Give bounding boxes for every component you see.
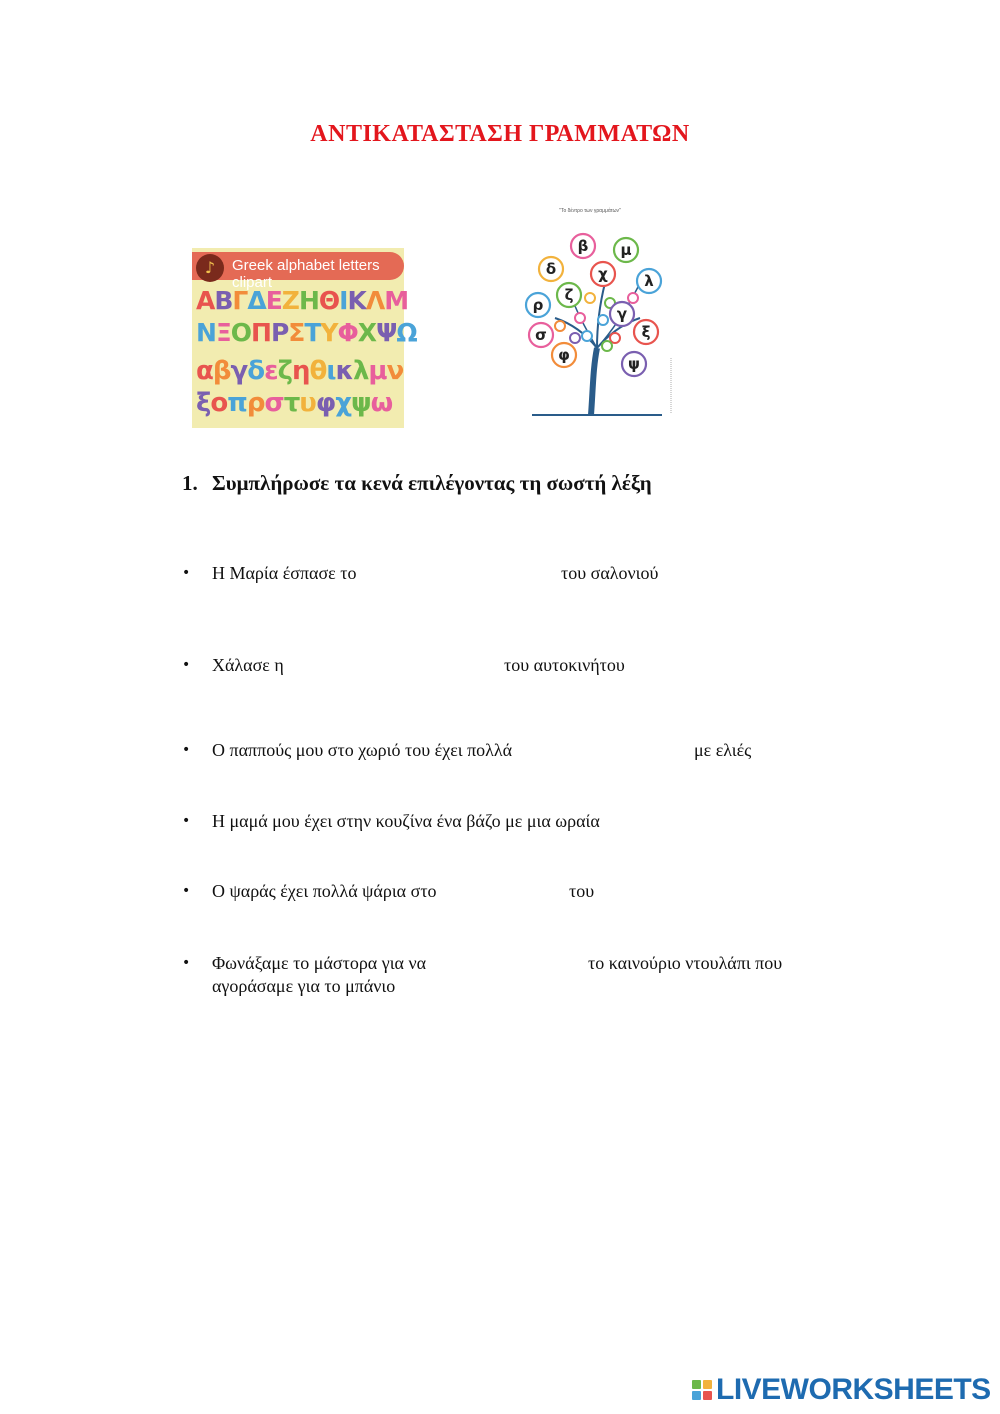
item-text-before: Ο ψαράς έχει πολλά ψάρια στο — [212, 881, 437, 901]
tree-letter-bubble — [591, 262, 615, 286]
clipart-letter: β — [212, 356, 231, 386]
exercise-item-6 — [182, 952, 882, 998]
clipart-banner-text: Greek alphabet letters clipart — [232, 257, 380, 291]
clipart-letter: Χ — [357, 318, 377, 347]
svg-text:γ: γ — [616, 305, 628, 323]
clipart-banner — [192, 252, 404, 291]
svg-text:δ: δ — [545, 260, 557, 278]
exercise-item-1 — [182, 562, 882, 585]
clipart-letter: σ — [264, 388, 284, 418]
clipart-lowercase-row-1 — [196, 356, 403, 386]
clipart-letter: Μ — [384, 286, 409, 315]
tree-caption: "Το δέντρο των γραμμάτων" — [559, 208, 621, 214]
decorative-dot — [555, 321, 565, 331]
clipart-letter: δ — [247, 356, 265, 386]
tree-letter-bubble — [526, 293, 550, 317]
item-text-continuation: αγοράσαμε για το μπάνιο — [212, 976, 396, 996]
clipart-uppercase-row-2 — [196, 318, 417, 347]
clipart-letter: Δ — [247, 286, 266, 315]
clipart-letter: Γ — [232, 286, 248, 315]
logo-square — [703, 1380, 712, 1389]
tree-letter-bubble — [622, 352, 646, 376]
tree-letter-bubble — [637, 269, 661, 293]
clipart-letter: ε — [264, 356, 278, 386]
tree-letter-bubble — [634, 320, 658, 344]
decorative-dot — [610, 333, 620, 343]
clipart-letter: π — [227, 388, 247, 418]
logo-square — [703, 1391, 712, 1400]
clipart-letter: λ — [352, 356, 369, 386]
exercise-instruction: Συμπλήρωσε τα κενά επιλέγοντας τη σωστή λέξη — [212, 471, 652, 495]
svg-text:β: β — [577, 237, 589, 255]
clipart-letter: Ζ — [281, 286, 299, 315]
clipart-letter: τ — [283, 388, 300, 418]
clipart-letter: ο — [210, 388, 228, 418]
clipart-lowercase-row-2 — [196, 388, 392, 418]
clipart-letter: ν — [386, 356, 404, 386]
item-text-after: του σαλονιού — [561, 563, 659, 583]
tree-letter-bubble — [614, 238, 638, 262]
clipart-letter: μ — [368, 356, 387, 386]
item-text-before: Ο παππούς μου στο χωριό του έχει πολλά — [212, 740, 513, 760]
clipart-letter: α — [196, 356, 213, 386]
clipart-letter: Ν — [196, 318, 216, 347]
item-text-after: με ελιές — [694, 740, 752, 760]
svg-text:ψ: ψ — [628, 355, 640, 373]
tree-letter-bubble — [529, 323, 553, 347]
blank-field-4[interactable] — [652, 810, 832, 832]
svg-text:ξ: ξ — [641, 323, 651, 341]
clipart-letter: Α — [196, 286, 215, 315]
item-text-before: Χάλασε η — [212, 655, 284, 675]
clipart-uppercase-row-1 — [196, 286, 408, 315]
clipart-letter: Ο — [230, 318, 251, 347]
item-text-before: Φωνάξαμε το μάστορα για να — [212, 953, 427, 973]
clipart-letter: Ε — [265, 286, 282, 315]
tree-letter-bubble — [552, 343, 576, 367]
clipart-letter: Τ — [304, 318, 321, 347]
svg-text:λ: λ — [644, 272, 654, 290]
logo-square — [692, 1391, 701, 1400]
item-text-before: Η μαμά μου έχει στην κουζίνα ένα βάζο με μια ωραία — [212, 811, 600, 831]
bullet-icon: • — [182, 565, 191, 581]
greek-alphabet-clipart — [192, 248, 417, 428]
bell-icon: ♪ — [196, 254, 224, 282]
clipart-letter: θ — [309, 356, 327, 386]
decorative-dot — [575, 313, 585, 323]
item-text-after: το καινούριο ντουλάπι που — [588, 953, 783, 973]
item-text-after: του αυτοκινήτου — [504, 655, 625, 675]
tree-letter-bubble — [571, 234, 595, 258]
svg-text:ζ: ζ — [564, 286, 574, 304]
bullet-icon: • — [182, 813, 191, 829]
clipart-letter: Υ — [320, 318, 338, 347]
clipart-letter: ζ — [277, 356, 292, 386]
clipart-letter: η — [291, 356, 310, 386]
exercise-number: 1. — [182, 471, 198, 495]
clipart-letter: υ — [299, 388, 316, 418]
clipart-letter: Ξ — [215, 318, 231, 347]
worksheet-title: ΑΝΤΙΚΑΤΑΣΤΑΣΗ ΓΡΑΜΜΑΤΩΝ — [310, 121, 690, 147]
bullet-icon: • — [182, 955, 191, 971]
letter-tree-image — [515, 208, 680, 428]
liveworksheets-logo — [692, 1374, 991, 1406]
exercise-item-4 — [182, 810, 882, 833]
clipart-letter: Η — [298, 286, 319, 315]
clipart-letter: Φ — [337, 318, 358, 347]
clipart-letter: κ — [335, 356, 353, 386]
item-text-after: του — [569, 881, 595, 901]
decorative-dot — [602, 341, 612, 351]
bullet-icon: • — [182, 883, 191, 899]
logo-text: LIVEWORKSHEETS — [716, 1373, 991, 1406]
svg-text:σ: σ — [535, 326, 547, 344]
logo-square — [692, 1380, 701, 1389]
bullet-icon: • — [182, 742, 191, 758]
clipart-letter: Κ — [347, 286, 366, 315]
clipart-letter: Π — [251, 318, 271, 347]
clipart-letter: Ρ — [270, 318, 289, 347]
tree-letter-bubble — [539, 257, 563, 281]
tree-graphic — [515, 208, 680, 428]
clipart-letter: ψ — [350, 388, 371, 418]
svg-text:ρ: ρ — [532, 296, 544, 314]
bullet-icon: • — [182, 657, 191, 673]
clipart-letter: ξ — [196, 388, 211, 418]
tree-letter-bubble — [557, 283, 581, 307]
decorative-dot — [628, 293, 638, 303]
item-text-before: Η Μαρία έσπασε το — [212, 563, 357, 583]
clipart-letter: Ψ — [376, 318, 397, 347]
svg-text:φ: φ — [558, 346, 570, 364]
clipart-letter: φ — [315, 388, 336, 418]
clipart-letter: Β — [214, 286, 233, 315]
decorative-dot — [598, 315, 608, 325]
exercise-item-3 — [182, 739, 882, 762]
tree-letter-bubble — [610, 302, 634, 326]
clipart-letter: ρ — [246, 388, 265, 418]
logo-icon — [692, 1380, 712, 1400]
clipart-letter: Θ — [318, 286, 340, 315]
clipart-letter: ι — [326, 356, 336, 386]
svg-text:μ: μ — [620, 241, 632, 259]
decorative-dot — [570, 333, 580, 343]
clipart-letter: γ — [230, 356, 248, 386]
decorative-dot — [585, 293, 595, 303]
clipart-letter: χ — [335, 388, 351, 418]
clipart-letter: ω — [370, 388, 393, 418]
clipart-letter: Σ — [288, 318, 305, 347]
blank-field-3[interactable] — [554, 739, 684, 761]
blank-field-6[interactable] — [458, 952, 583, 974]
exercise-item-5 — [182, 880, 882, 903]
clipart-letter: Ω — [396, 318, 417, 347]
clipart-letter: Λ — [365, 286, 385, 315]
exercise-heading — [182, 471, 652, 496]
blank-field-1[interactable] — [377, 562, 557, 584]
exercise-item-2 — [182, 654, 882, 677]
blank-field-5[interactable] — [470, 880, 565, 902]
blank-field-2[interactable] — [297, 654, 497, 676]
svg-text:χ: χ — [598, 265, 608, 283]
clipart-letter: Ι — [339, 286, 348, 315]
decorative-dot — [582, 331, 592, 341]
